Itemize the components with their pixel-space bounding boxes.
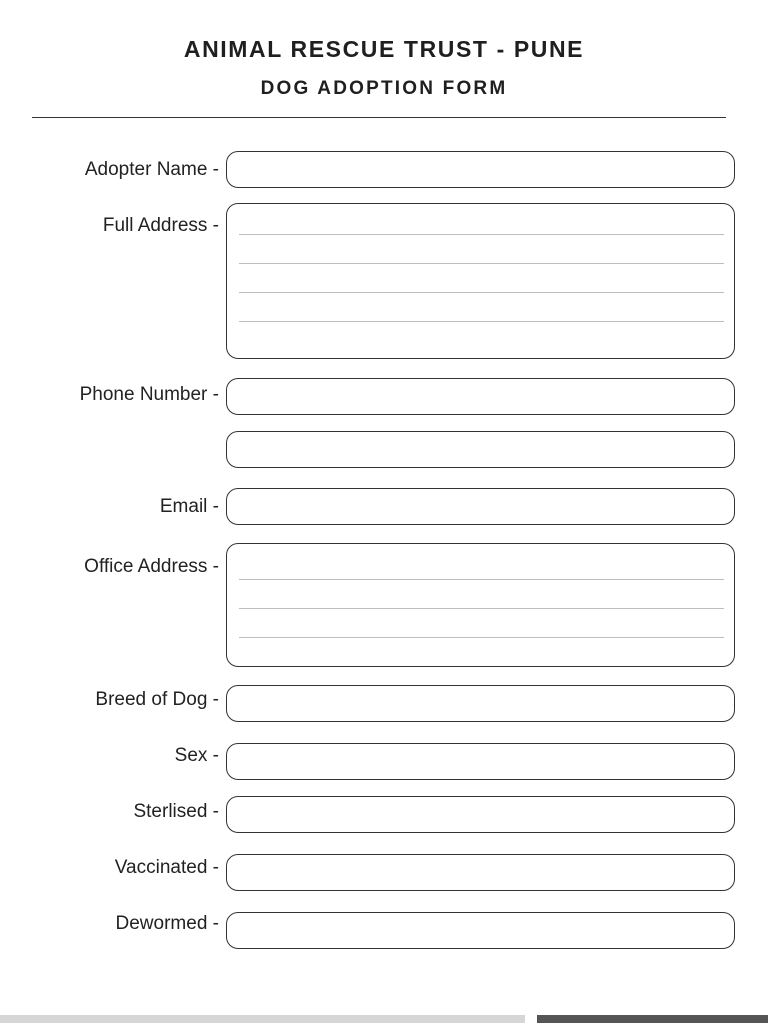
- writing-line: [239, 579, 724, 580]
- vaccinated-label: Vaccinated -: [114, 857, 219, 878]
- phone-number-label: Phone Number -: [79, 384, 219, 405]
- office-address-label: Office Address -: [84, 556, 219, 577]
- adopter-name-label: Adopter Name -: [84, 159, 219, 180]
- email-field[interactable]: [226, 488, 735, 525]
- dewormed-field[interactable]: [226, 912, 735, 949]
- breed-of-dog-field[interactable]: [226, 685, 735, 722]
- sterlised-field[interactable]: [226, 796, 735, 833]
- phone-number-field[interactable]: [226, 378, 735, 415]
- sex-field[interactable]: [226, 743, 735, 780]
- vaccinated-field[interactable]: [226, 854, 735, 891]
- header-divider: [32, 117, 726, 118]
- email-label: Email -: [159, 496, 219, 517]
- writing-line: [239, 608, 724, 609]
- footer-bar-dark: [537, 1015, 768, 1023]
- writing-line: [239, 321, 724, 322]
- writing-line: [239, 234, 724, 235]
- full-address-field[interactable]: [226, 203, 735, 359]
- office-address-field[interactable]: [226, 543, 735, 667]
- writing-line: [239, 637, 724, 638]
- sex-label: Sex -: [174, 745, 219, 766]
- phone-number-alt-field[interactable]: [226, 431, 735, 468]
- organization-title: ANIMAL RESCUE TRUST - PUNE: [183, 36, 585, 62]
- sterlised-label: Sterlised -: [133, 801, 219, 822]
- form-title: DOG ADOPTION FORM: [260, 78, 508, 99]
- breed-of-dog-label: Breed of Dog -: [95, 689, 219, 710]
- footer-bar-light: [0, 1015, 525, 1023]
- writing-line: [239, 292, 724, 293]
- writing-line: [239, 263, 724, 264]
- full-address-label: Full Address -: [102, 215, 219, 236]
- adopter-name-field[interactable]: [226, 151, 735, 188]
- dewormed-label: Dewormed -: [115, 913, 219, 934]
